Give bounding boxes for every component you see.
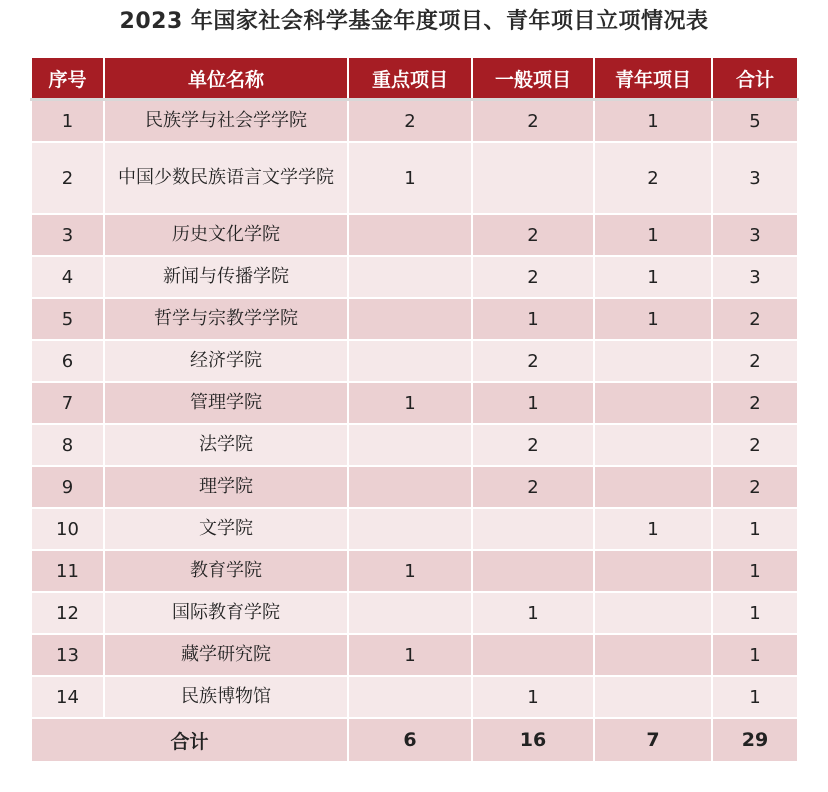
cell-no: 5 [31,298,104,340]
cell-total: 1 [712,634,798,676]
cell-total: 2 [712,382,798,424]
table-row [31,382,798,424]
cell-youth: 1 [594,508,712,550]
cell-youth [594,592,712,634]
cell-key [348,298,472,340]
cell-no: 4 [31,256,104,298]
cell-unit-name: 理学院 [104,466,348,508]
cell-total: 2 [712,424,798,466]
total-sum: 29 [712,718,798,762]
table-row [31,100,798,143]
cell-key [348,508,472,550]
cell-general [472,142,594,214]
cell-key [348,676,472,718]
header-youth-projects: 青年项目 [594,57,712,100]
cell-youth [594,466,712,508]
cell-no: 8 [31,424,104,466]
cell-general: 2 [472,340,594,382]
cell-key [348,256,472,298]
cell-general [472,634,594,676]
cell-unit-name: 民族博物馆 [104,676,348,718]
cell-general [472,550,594,592]
cell-youth [594,382,712,424]
total-label: 合计 [31,718,348,762]
cell-unit-name: 教育学院 [104,550,348,592]
cell-no: 10 [31,508,104,550]
table-row [31,592,798,634]
cell-no: 3 [31,214,104,256]
cell-unit-name: 经济学院 [104,340,348,382]
table-row [31,550,798,592]
cell-youth [594,676,712,718]
total-youth: 7 [594,718,712,762]
cell-key: 1 [348,142,472,214]
cell-youth [594,550,712,592]
table-row [31,508,798,550]
cell-total: 2 [712,466,798,508]
cell-youth: 1 [594,214,712,256]
table-row [31,256,798,298]
cell-no: 14 [31,676,104,718]
table-row [31,340,798,382]
cell-key [348,424,472,466]
cell-total: 3 [712,142,798,214]
cell-total: 3 [712,256,798,298]
cell-youth: 1 [594,298,712,340]
cell-general: 1 [472,592,594,634]
table-row [31,676,798,718]
cell-total: 2 [712,298,798,340]
cell-general: 2 [472,256,594,298]
cell-unit-name: 哲学与宗教学学院 [104,298,348,340]
header-row [31,57,798,100]
table-row [31,142,798,214]
cell-unit-name: 新闻与传播学院 [104,256,348,298]
total-row [31,718,798,762]
cell-no: 7 [31,382,104,424]
cell-key [348,466,472,508]
cell-unit-name: 民族学与社会学学院 [104,100,348,143]
total-key: 6 [348,718,472,762]
cell-key: 1 [348,550,472,592]
table-row [31,466,798,508]
cell-general: 1 [472,382,594,424]
header-no: 序号 [31,57,104,100]
cell-unit-name: 历史文化学院 [104,214,348,256]
cell-no: 11 [31,550,104,592]
cell-general: 2 [472,100,594,143]
cell-key: 1 [348,382,472,424]
cell-key [348,214,472,256]
cell-no: 6 [31,340,104,382]
cell-unit-name: 法学院 [104,424,348,466]
cell-total: 2 [712,340,798,382]
cell-youth [594,340,712,382]
cell-total: 5 [712,100,798,143]
cell-youth: 1 [594,100,712,143]
header-key-projects: 重点项目 [348,57,472,100]
cell-unit-name: 藏学研究院 [104,634,348,676]
table-row [31,298,798,340]
cell-general: 2 [472,424,594,466]
cell-unit-name: 国际教育学院 [104,592,348,634]
cell-key: 2 [348,100,472,143]
cell-no: 2 [31,142,104,214]
cell-total: 3 [712,214,798,256]
cell-no: 9 [31,466,104,508]
table-row [31,634,798,676]
cell-youth: 1 [594,256,712,298]
cell-total: 1 [712,592,798,634]
cell-total: 1 [712,550,798,592]
header-total: 合计 [712,57,798,100]
cell-youth: 2 [594,142,712,214]
table-row [31,424,798,466]
table-row [31,214,798,256]
cell-general [472,508,594,550]
header-unit-name: 单位名称 [104,57,348,100]
cell-unit-name: 中国少数民族语言文学学院 [104,142,348,214]
table-title: 2023 年国家社会科学基金年度项目、青年项目立项情况表 [119,9,709,34]
cell-general: 2 [472,214,594,256]
total-general: 16 [472,718,594,762]
cell-unit-name: 文学院 [104,508,348,550]
cell-key: 1 [348,634,472,676]
project-table [30,56,799,763]
cell-key [348,340,472,382]
cell-youth [594,634,712,676]
cell-no: 12 [31,592,104,634]
cell-unit-name: 管理学院 [104,382,348,424]
header-general-projects: 一般项目 [472,57,594,100]
cell-total: 1 [712,508,798,550]
cell-total: 1 [712,676,798,718]
cell-key [348,592,472,634]
cell-general: 1 [472,298,594,340]
cell-youth [594,424,712,466]
cell-general: 1 [472,676,594,718]
cell-general: 2 [472,466,594,508]
cell-no: 1 [31,100,104,143]
cell-no: 13 [31,634,104,676]
